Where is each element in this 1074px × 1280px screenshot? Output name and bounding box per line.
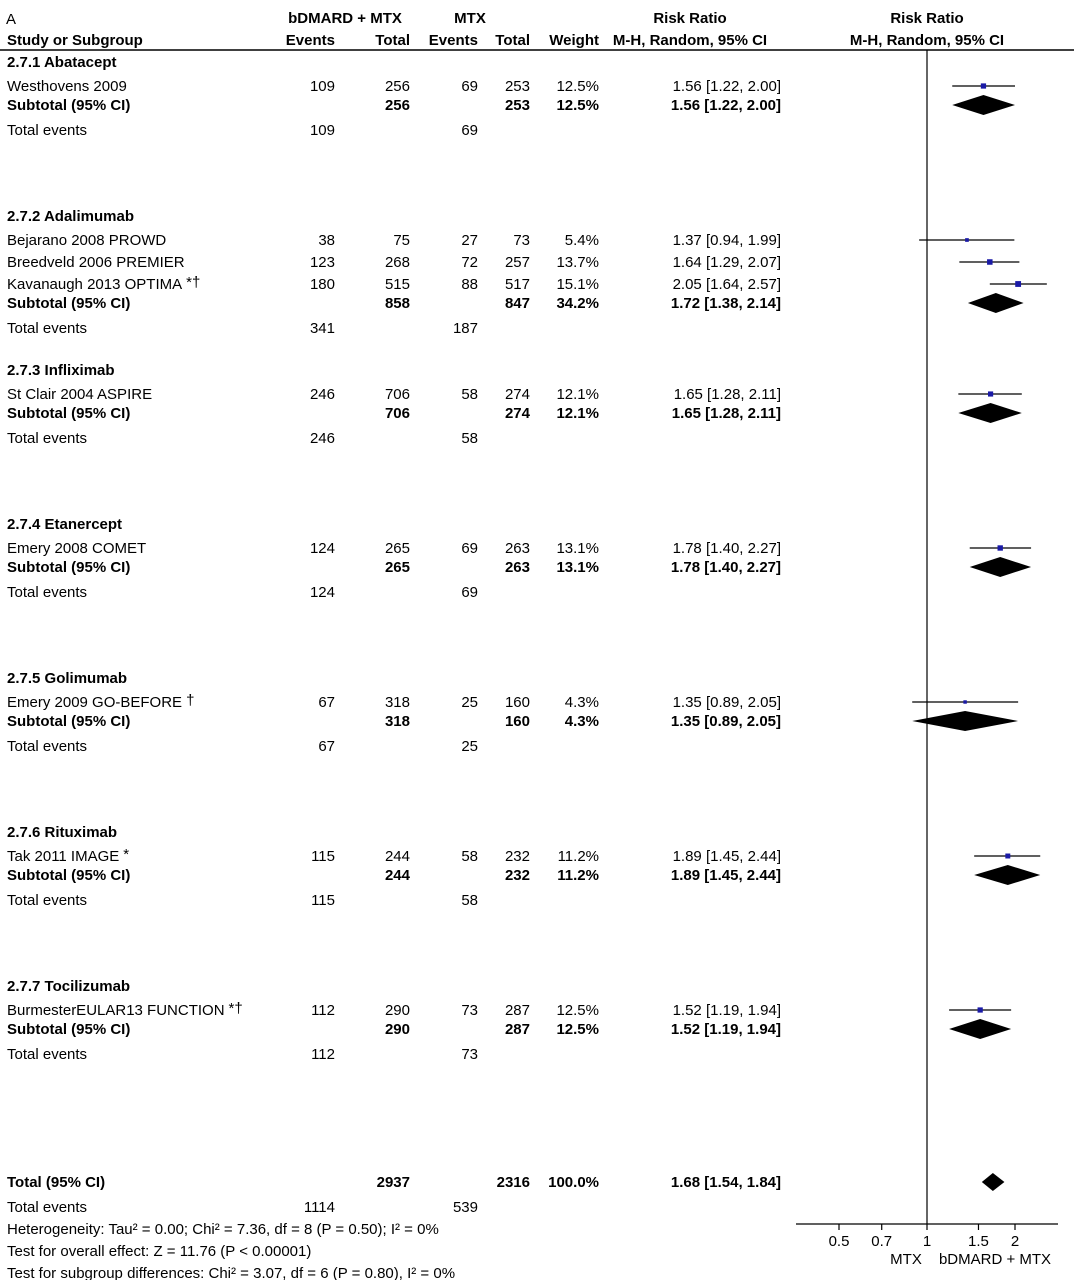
study-point	[988, 391, 993, 396]
subtotal-weight: 34.2%	[556, 295, 599, 312]
x-tick-label: 1	[922, 1233, 932, 1250]
subtotal-diamond	[952, 95, 1015, 115]
study-total-exp: 318	[384, 694, 410, 711]
x-tick-label: 0.7	[871, 1233, 893, 1250]
footnote: Test for overall effect: Z = 11.76 (P < 0.00001)	[7, 1243, 312, 1260]
x-tick-label: 1.5	[968, 1233, 989, 1250]
study-weight: 12.5%	[556, 78, 599, 95]
subtotal-ci: 1.35 [0.89, 2.05]	[670, 713, 781, 730]
subtotal-total-exp: 256	[384, 97, 410, 114]
study-total-exp: 75	[393, 232, 410, 249]
subgroup-title: 2.7.2 Adalimumab	[7, 208, 134, 225]
subtotal-total-exp: 318	[384, 713, 410, 730]
subgroup-title: 2.7.3 Infliximab	[7, 362, 115, 379]
total-events-ctl: 69	[461, 122, 478, 139]
footnote: Heterogeneity: Tau² = 0.00; Chi² = 7.36, df = 8 (P = 0.50); I² = 0%	[7, 1221, 439, 1238]
overall-total-events-ctl: 539	[452, 1199, 478, 1216]
subtotal-label: Subtotal (95% CI)	[7, 405, 131, 422]
subtotal-weight: 13.1%	[556, 559, 599, 576]
header-study: Study or Subgroup	[7, 32, 143, 49]
subtotal-total-ctl: 253	[504, 97, 530, 114]
x-label-left: MTX	[890, 1251, 922, 1268]
study-weight: 11.2%	[557, 848, 599, 865]
study-events-ctl: 73	[461, 1002, 478, 1019]
subtotal-ci: 1.89 [1.45, 2.44]	[670, 867, 781, 884]
study-total-exp: 244	[384, 848, 410, 865]
subtotal-total-ctl: 232	[504, 867, 530, 884]
study-events-exp: 124	[309, 540, 335, 557]
subtotal-weight: 4.3%	[564, 713, 599, 730]
study-ci: 1.78 [1.40, 2.27]	[672, 540, 781, 557]
subtotal-total-exp: 858	[384, 295, 410, 312]
subtotal-weight: 12.1%	[556, 405, 599, 422]
subtotal-total-ctl: 263	[504, 559, 530, 576]
study-events-exp: 67	[318, 694, 335, 711]
total-events-exp: 124	[309, 584, 335, 601]
total-events-label: Total events	[7, 892, 88, 909]
panel-label: A	[6, 11, 17, 28]
total-events-exp: 246	[309, 430, 335, 447]
study-events-ctl: 27	[461, 232, 478, 249]
subtotal-diamond	[958, 403, 1021, 423]
study-point	[963, 700, 966, 703]
overall-total-events-label: Total events	[7, 1199, 88, 1216]
study-total-exp: 515	[384, 276, 410, 293]
study-weight: 5.4%	[564, 232, 599, 249]
study-total-ctl: 232	[504, 848, 530, 865]
header-rr-title: Risk Ratio	[653, 10, 727, 27]
overall-total-events-exp: 1114	[303, 1199, 335, 1216]
total-events-label: Total events	[7, 738, 88, 755]
total-events-label: Total events	[7, 122, 88, 139]
study-marks: †	[186, 692, 195, 709]
study-weight: 13.1%	[556, 540, 599, 557]
study-total-ctl: 517	[504, 276, 530, 293]
study-ci: 1.37 [0.94, 1.99]	[672, 232, 781, 249]
study-events-exp: 246	[309, 386, 335, 403]
study-total-ctl: 257	[504, 254, 530, 271]
study-events-ctl: 58	[461, 848, 478, 865]
study-marks: *†	[228, 1000, 243, 1017]
study-weight: 12.1%	[556, 386, 599, 403]
study-total-exp: 268	[384, 254, 410, 271]
study-weight: 13.7%	[556, 254, 599, 271]
study-ci: 2.05 [1.64, 2.57]	[672, 276, 781, 293]
header-weight: Weight	[549, 32, 599, 49]
footnote: Test for subgroup differences: Chi² = 3.07, df = 6 (P = 0.80), I² = 0%	[7, 1265, 456, 1280]
study-events-exp: 115	[311, 848, 335, 865]
header-total-ctl: Total	[495, 32, 530, 49]
header-plot-title: Risk Ratio	[890, 10, 964, 27]
header-events-ctl: Events	[428, 32, 478, 49]
subtotal-diamond	[949, 1019, 1011, 1039]
study-weight: 15.1%	[556, 276, 599, 293]
total-events-ctl: 73	[461, 1046, 478, 1063]
total-events-label: Total events	[7, 584, 88, 601]
total-events-label: Total events	[7, 430, 88, 447]
subtotal-total-exp: 244	[384, 867, 410, 884]
study-name: BurmesterEULAR13 FUNCTION	[7, 1002, 225, 1019]
subtotal-weight: 12.5%	[556, 1021, 599, 1038]
study-total-ctl: 160	[504, 694, 530, 711]
header-plot-method: M-H, Random, 95% CI	[849, 32, 1005, 49]
subtotal-diamond	[970, 557, 1031, 577]
study-events-exp: 109	[309, 78, 335, 95]
overall-total-ctl: 2316	[496, 1174, 530, 1191]
study-name: Westhovens 2009	[7, 78, 127, 95]
subtotal-total-ctl: 160	[504, 713, 530, 730]
overall-diamond	[982, 1173, 1005, 1191]
study-name: Kavanaugh 2013 OPTIMA	[7, 276, 183, 293]
total-events-exp: 109	[309, 122, 335, 139]
x-tick-label: 0.5	[828, 1233, 850, 1250]
study-name: St Clair 2004 ASPIRE	[7, 386, 153, 403]
header-rr-method: M-H, Random, 95% CI	[612, 32, 768, 49]
study-point	[978, 1007, 983, 1012]
subtotal-ci: 1.56 [1.22, 2.00]	[670, 97, 781, 114]
total-events-ctl: 69	[461, 584, 478, 601]
study-total-exp: 265	[384, 540, 410, 557]
study-events-ctl: 25	[461, 694, 478, 711]
subtotal-total-exp: 265	[384, 559, 410, 576]
study-total-ctl: 263	[504, 540, 530, 557]
header-total-exp: Total	[375, 32, 410, 49]
subgroup-title: 2.7.5 Golimumab	[7, 670, 128, 687]
header-group-ctl: MTX	[454, 10, 486, 27]
subtotal-diamond	[974, 865, 1040, 885]
study-events-ctl: 88	[461, 276, 478, 293]
total-events-exp: 341	[309, 320, 335, 337]
overall-label: Total (95% CI)	[7, 1174, 106, 1191]
subtotal-total-exp: 706	[384, 405, 410, 422]
total-events-exp: 67	[318, 738, 335, 755]
subtotal-label: Subtotal (95% CI)	[7, 1021, 131, 1038]
study-events-ctl: 72	[461, 254, 478, 271]
subtotal-ci: 1.72 [1.38, 2.14]	[670, 295, 781, 312]
subtotal-ci: 1.65 [1.28, 2.11]	[671, 405, 781, 422]
subtotal-total-ctl: 287	[504, 1021, 530, 1038]
study-events-ctl: 69	[461, 78, 478, 95]
study-total-exp: 706	[384, 386, 410, 403]
study-ci: 1.52 [1.19, 1.94]	[672, 1002, 781, 1019]
subgroup-title: 2.7.1 Abatacept	[7, 54, 117, 71]
total-events-label: Total events	[7, 320, 88, 337]
total-events-exp: 115	[311, 892, 335, 909]
study-events-exp: 180	[309, 276, 335, 293]
subtotal-diamond	[912, 711, 1018, 731]
study-ci: 1.35 [0.89, 2.05]	[672, 694, 781, 711]
overall-weight: 100.0%	[548, 1174, 599, 1191]
study-name: Breedveld 2006 PREMIER	[7, 254, 185, 271]
subgroup-title: 2.7.4 Etanercept	[7, 516, 123, 533]
study-point	[998, 545, 1003, 550]
study-events-exp: 123	[309, 254, 335, 271]
total-events-ctl: 58	[461, 430, 478, 447]
x-label-right: bDMARD + MTX	[938, 1251, 1052, 1268]
x-tick-label: 2	[1010, 1233, 1020, 1250]
study-point	[981, 83, 986, 88]
subgroup-title: 2.7.6 Rituximab	[7, 824, 118, 841]
subtotal-label: Subtotal (95% CI)	[7, 867, 131, 884]
study-ci: 1.64 [1.29, 2.07]	[672, 254, 781, 271]
study-events-ctl: 58	[461, 386, 478, 403]
subtotal-diamond	[968, 293, 1024, 313]
total-events-label: Total events	[7, 1046, 88, 1063]
study-weight: 12.5%	[556, 1002, 599, 1019]
total-events-ctl: 187	[452, 320, 478, 337]
study-point	[987, 259, 993, 265]
subtotal-weight: 12.5%	[556, 97, 599, 114]
study-name: Emery 2008 COMET	[7, 540, 147, 557]
study-marks: *†	[186, 274, 201, 291]
study-total-ctl: 73	[513, 232, 530, 249]
subtotal-label: Subtotal (95% CI)	[7, 97, 131, 114]
study-name: Emery 2009 GO-BEFORE	[7, 694, 183, 711]
study-total-ctl: 253	[504, 78, 530, 95]
study-total-ctl: 287	[504, 1002, 530, 1019]
study-weight: 4.3%	[564, 694, 599, 711]
total-events-ctl: 25	[461, 738, 478, 755]
subtotal-weight: 11.2%	[557, 867, 599, 884]
subtotal-total-ctl: 274	[504, 405, 530, 422]
total-events-exp: 112	[311, 1046, 335, 1063]
study-ci: 1.56 [1.22, 2.00]	[672, 78, 781, 95]
subtotal-total-exp: 290	[384, 1021, 410, 1038]
study-total-ctl: 274	[504, 386, 530, 403]
study-point	[1005, 854, 1010, 859]
study-ci: 1.89 [1.45, 2.44]	[672, 848, 781, 865]
study-ci: 1.65 [1.28, 2.11]	[673, 386, 781, 403]
overall-ci: 1.68 [1.54, 1.84]	[670, 1174, 781, 1191]
study-events-ctl: 69	[461, 540, 478, 557]
subtotal-label: Subtotal (95% CI)	[7, 295, 131, 312]
subtotal-label: Subtotal (95% CI)	[7, 713, 131, 730]
subtotal-ci: 1.78 [1.40, 2.27]	[670, 559, 781, 576]
subtotal-label: Subtotal (95% CI)	[7, 559, 131, 576]
subtotal-total-ctl: 847	[504, 295, 530, 312]
study-events-exp: 112	[311, 1002, 335, 1019]
study-point	[1015, 281, 1021, 287]
study-marks: *	[123, 846, 130, 863]
subgroup-title: 2.7.7 Tocilizumab	[7, 978, 131, 995]
study-total-exp: 290	[384, 1002, 410, 1019]
total-events-ctl: 58	[461, 892, 478, 909]
header-events-exp: Events	[285, 32, 335, 49]
overall-total-exp: 2937	[376, 1174, 410, 1191]
study-events-exp: 38	[318, 232, 335, 249]
header-group-exp: bDMARD + MTX	[288, 10, 402, 27]
study-total-exp: 256	[384, 78, 410, 95]
study-name: Bejarano 2008 PROWD	[7, 232, 167, 249]
subtotal-ci: 1.52 [1.19, 1.94]	[670, 1021, 781, 1038]
study-point	[965, 238, 969, 242]
study-name: Tak 2011 IMAGE	[7, 848, 120, 865]
